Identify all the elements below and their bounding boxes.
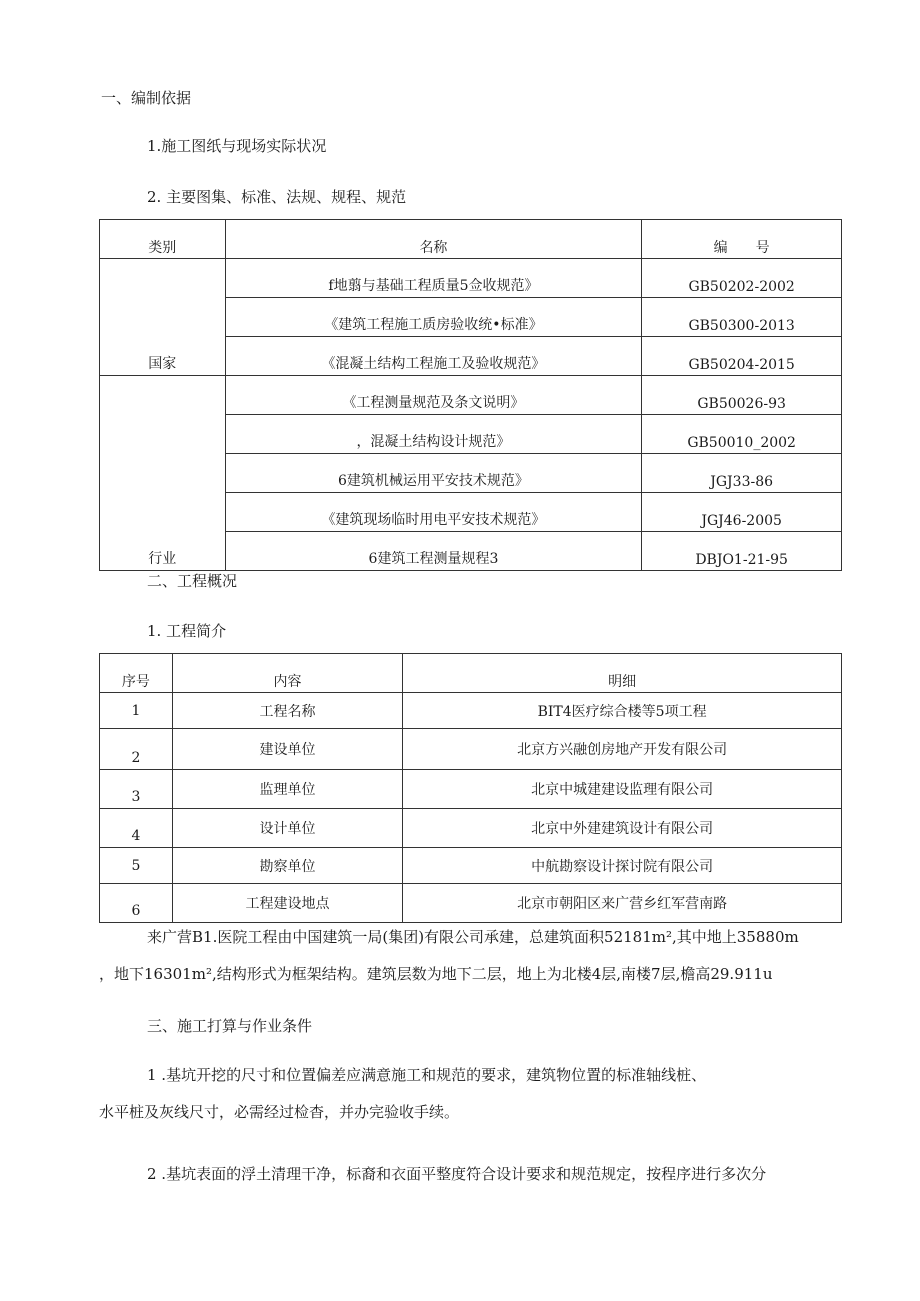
standard-name: 《工程测量规范及条文说明》 bbox=[225, 376, 642, 415]
standard-name: f地翦与基础工程质量5佥收规范》 bbox=[225, 259, 642, 298]
row-detail: BIT4医疗综合楼等5项工程 bbox=[403, 693, 842, 729]
row-item: 设计单位 bbox=[172, 809, 402, 848]
header-code: 编 号 bbox=[642, 220, 842, 259]
condition-1-line-2: 水平桩及灰线尺寸，必需经过检杳，并办完验收手续。 bbox=[99, 1103, 460, 1121]
row-number: 4 bbox=[100, 809, 173, 848]
condition-2-line-1: 2 .基坑表面的浮土清理干净，标裔和衣面平整度符合设计要求和规范规定，按程序进行多次分 bbox=[147, 1165, 767, 1183]
header-category: 类别 bbox=[100, 220, 226, 259]
section-2-title: 二、工程概况 bbox=[147, 572, 238, 590]
category-national: 国家 bbox=[100, 259, 226, 376]
header-name: 名称 bbox=[225, 220, 642, 259]
standard-name: 《建筑工程施工质房验收统•标准》 bbox=[225, 298, 642, 337]
standards-table bbox=[99, 219, 842, 571]
row-number: 6 bbox=[100, 884, 173, 923]
section-1-title: 一、编制依据 bbox=[101, 89, 192, 107]
section-2-item-1: 1. 工程简介 bbox=[147, 622, 227, 640]
standard-name: 《混凝土结构工程施工及验收规范》 bbox=[225, 337, 642, 376]
row-item: 工程名称 bbox=[172, 693, 402, 729]
overview-paragraph-line-1: 来广营B1.医院工程由中国建筑一局(集团)有限公司承建，总建筑面积52181m²,其中地上35880m bbox=[147, 928, 799, 946]
table-row bbox=[100, 376, 842, 415]
header-content: 内容 bbox=[172, 654, 402, 693]
table-row bbox=[100, 259, 842, 298]
category-industry: 行业 bbox=[100, 376, 226, 571]
header-detail: 明细 bbox=[403, 654, 842, 693]
row-detail: 中航勘察设计探讨院有限公司 bbox=[403, 848, 842, 884]
standard-name: 6建筑机械运用平安技术规范》 bbox=[225, 454, 642, 493]
project-overview-table bbox=[99, 653, 842, 923]
table-row bbox=[100, 809, 842, 848]
row-number: 2 bbox=[100, 729, 173, 770]
row-detail: 北京方兴融创房地产开发有限公司 bbox=[403, 729, 842, 770]
row-number: 1 bbox=[100, 693, 173, 729]
standard-name: ，混凝土结构设计规范》 bbox=[225, 415, 642, 454]
row-item: 勘察单位 bbox=[172, 848, 402, 884]
row-number: 5 bbox=[100, 848, 173, 884]
standard-code: GB50204-2015 bbox=[642, 337, 842, 376]
condition-1-line-1: 1 .基坑开挖的尺寸和位置偏差应满意施工和规范的要求，建筑物位置的标准轴线桩、 bbox=[147, 1066, 707, 1084]
row-detail: 北京中城建建设监理有限公司 bbox=[403, 770, 842, 809]
standard-code: GB50202-2002 bbox=[642, 259, 842, 298]
row-number: 3 bbox=[100, 770, 173, 809]
row-detail: 北京中外建建筑设计有限公司 bbox=[403, 809, 842, 848]
overview-paragraph-line-2: ，地下16301m²,结构形式为框架结构。建筑层数为地下二层，地上为北楼4层,南楼7层,檐高29.911u bbox=[99, 965, 773, 983]
row-item: 工程建设地点 bbox=[172, 884, 402, 923]
standard-code: DBJO1-21-95 bbox=[642, 532, 842, 571]
section-1-item-2: 2. 主要图集、标准、法规、规程、规范 bbox=[147, 188, 407, 206]
section-3-title: 三、施工打算与作业条件 bbox=[147, 1017, 313, 1035]
table-header-row bbox=[100, 654, 842, 693]
table-row bbox=[100, 693, 842, 729]
standard-code: JGJ33-86 bbox=[642, 454, 842, 493]
section-1-item-1: 1.施工图纸与现场实际状况 bbox=[147, 137, 327, 155]
row-item: 建设单位 bbox=[172, 729, 402, 770]
standard-code: GB50026-93 bbox=[642, 376, 842, 415]
standard-code: GB50300-2013 bbox=[642, 298, 842, 337]
standard-code: JGJ46-2005 bbox=[642, 493, 842, 532]
header-number: 序号 bbox=[100, 654, 173, 693]
standard-name: 《建筑现场临时用电平安技术规范》 bbox=[225, 493, 642, 532]
table-row bbox=[100, 884, 842, 923]
row-item: 监理单位 bbox=[172, 770, 402, 809]
standard-name: 6建筑工程测量规程3 bbox=[225, 532, 642, 571]
table-row bbox=[100, 848, 842, 884]
table-row bbox=[100, 770, 842, 809]
row-detail: 北京市朝阳区来广营乡红军营南路 bbox=[403, 884, 842, 923]
table-header-row bbox=[100, 220, 842, 259]
standard-code: GB50010_2002 bbox=[642, 415, 842, 454]
table-row bbox=[100, 729, 842, 770]
